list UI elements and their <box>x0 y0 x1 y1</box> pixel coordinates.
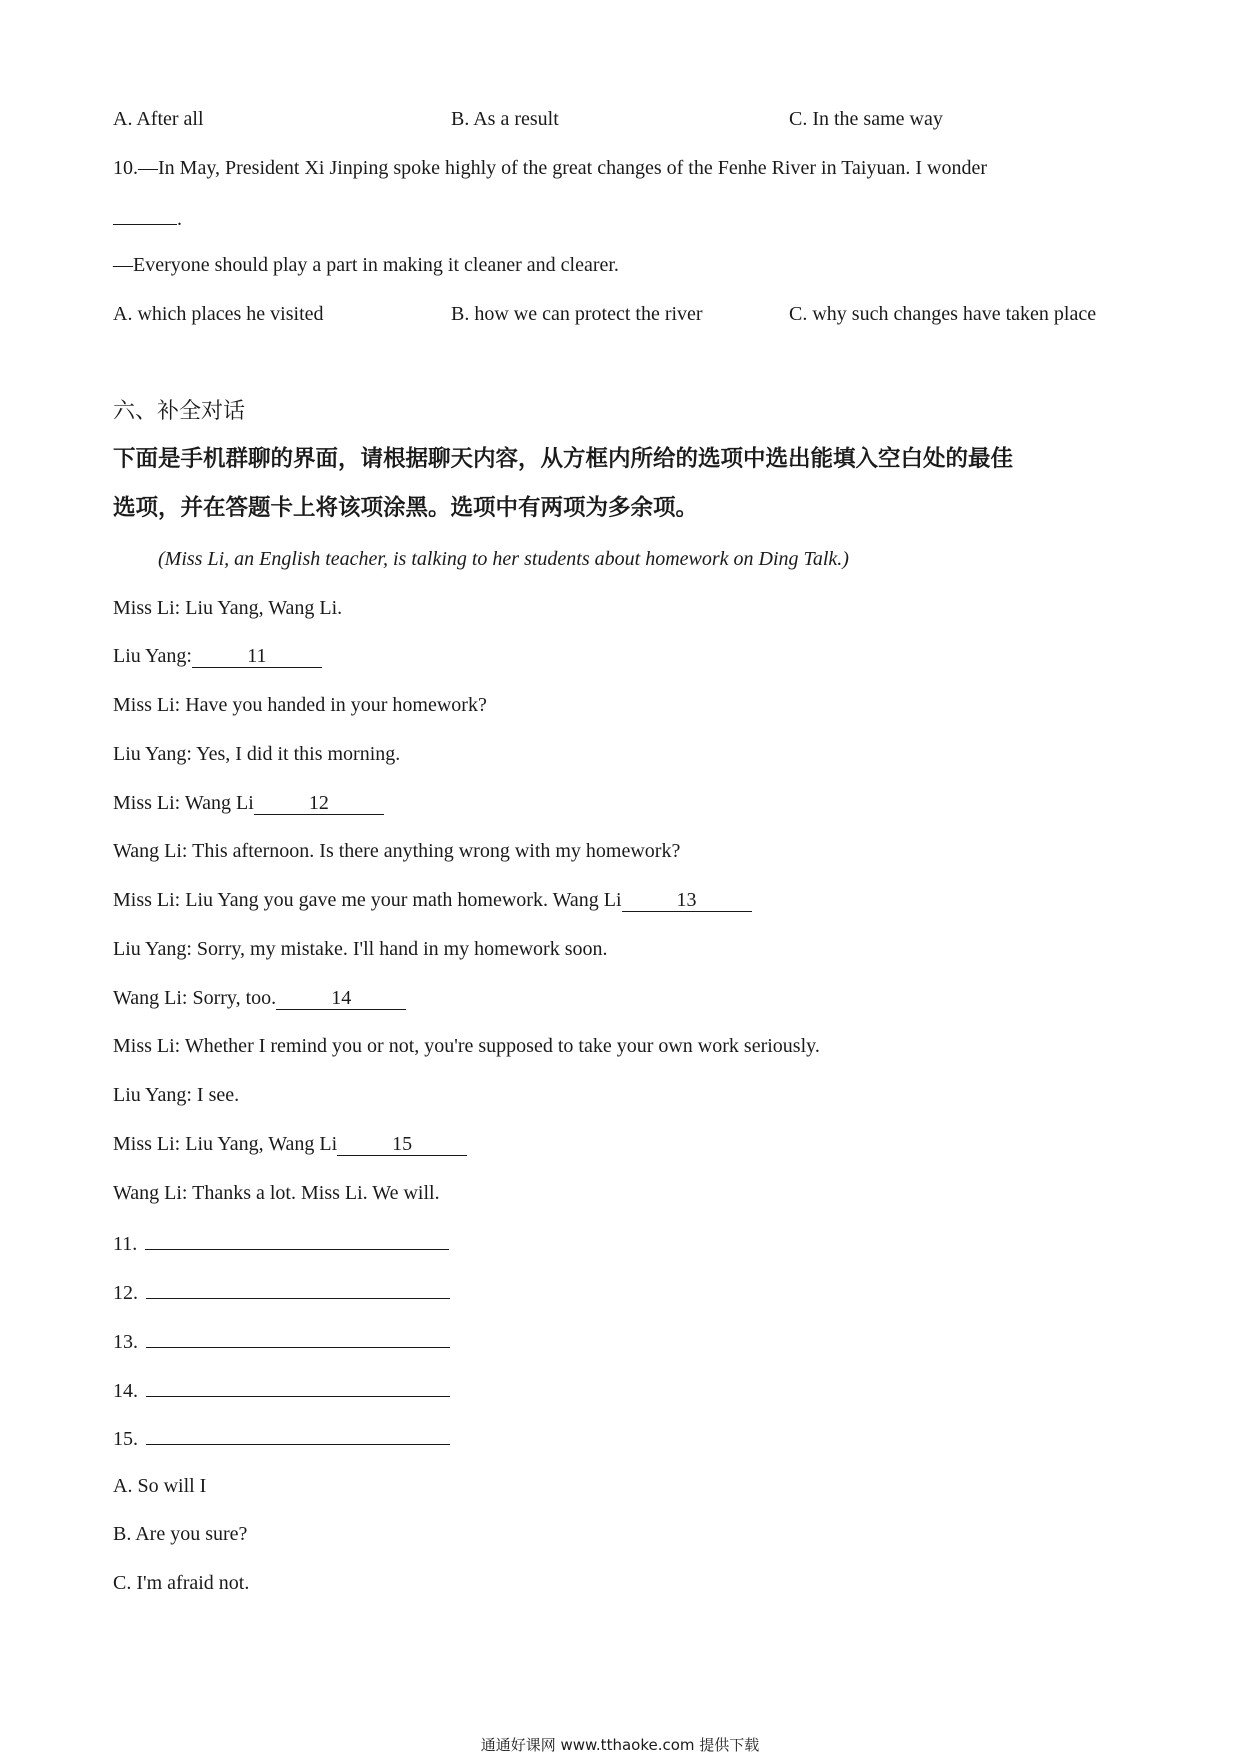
blank-15: 15 <box>337 1133 467 1156</box>
answer-line-12[interactable]: 12. <box>113 1278 450 1305</box>
dialogue-line: Miss Li: Whether I remind you or not, you're supposed to take your own work seriously. <box>113 1035 820 1057</box>
dialogue-line: Miss Li: Liu Yang you gave me your math homework. Wang Li 13 <box>113 888 752 912</box>
dialogue-line: Liu Yang: 11 <box>113 644 322 668</box>
answer-line-14[interactable]: 14. <box>113 1376 450 1403</box>
q10-blank-line: . <box>113 204 182 231</box>
dialogue-line: Miss Li: Wang Li 12 <box>113 791 384 815</box>
answer-line-13[interactable]: 13. <box>113 1327 450 1354</box>
dialogue-line: Liu Yang: Yes, I did it this morning. <box>113 743 401 765</box>
answer-line-15[interactable]: 15. <box>113 1424 450 1451</box>
section-instruction-line2: 选项，并在答题卡上将该项涂黑。选项中有两项为多余项。 <box>113 495 699 521</box>
blank-14: 14 <box>276 987 406 1010</box>
dialogue-line: Miss Li: Have you handed in your homework? <box>113 694 487 716</box>
dialogue-line: Liu Yang: I see. <box>113 1084 240 1106</box>
section-heading: 六、补全对话 <box>113 399 246 424</box>
q10-option-a: A. which places he visited <box>113 303 324 325</box>
dialogue-line: Wang Li: This afternoon. Is there anything wrong with my homework? <box>113 840 681 862</box>
dialogue-line: Miss Li: Liu Yang, Wang Li. <box>113 597 343 619</box>
q9-option-c: C. In the same way <box>789 108 943 130</box>
q9-option-b: B. As a result <box>451 108 559 130</box>
dialogue-line: Miss Li: Liu Yang, Wang Li 15 <box>113 1132 467 1156</box>
answer-line-11[interactable]: 11. <box>113 1229 449 1256</box>
dialogue-context: (Miss Li, an English teacher, is talking to her students about homework on Ding Talk.) <box>158 548 849 570</box>
q10-option-c: C. why such changes have taken place <box>789 303 1097 325</box>
q10-stem: 10.—In May, President Xi Jinping spoke highly of the great changes of the Fenhe River in Taiyuan. I wonder <box>113 157 987 179</box>
dialogue-line: Wang Li: Sorry, too. 14 <box>113 986 406 1010</box>
blank-13: 13 <box>622 889 752 912</box>
q9-option-a: A. After all <box>113 108 204 130</box>
choice-a: A. So will I <box>113 1475 207 1497</box>
dialogue-line: Wang Li: Thanks a lot. Miss Li. We will. <box>113 1182 440 1204</box>
q10-reply: —Everyone should play a part in making it cleaner and clearer. <box>113 254 619 276</box>
q10-option-b: B. how we can protect the river <box>451 303 703 325</box>
section-instruction-line1: 下面是手机群聊的界面，请根据聊天内容，从方框内所给的选项中选出能填入空白处的最佳 <box>113 446 1014 472</box>
blank-11: 11 <box>192 645 322 668</box>
page-footer: 通通好课网 www.tthaoke.com 提供下载 <box>480 1736 760 1754</box>
choice-b: B. Are you sure? <box>113 1523 248 1545</box>
blank-12: 12 <box>254 792 384 815</box>
choice-c: C. I'm afraid not. <box>113 1572 250 1594</box>
dialogue-line: Liu Yang: Sorry, my mistake. I'll hand in my homework soon. <box>113 938 608 960</box>
